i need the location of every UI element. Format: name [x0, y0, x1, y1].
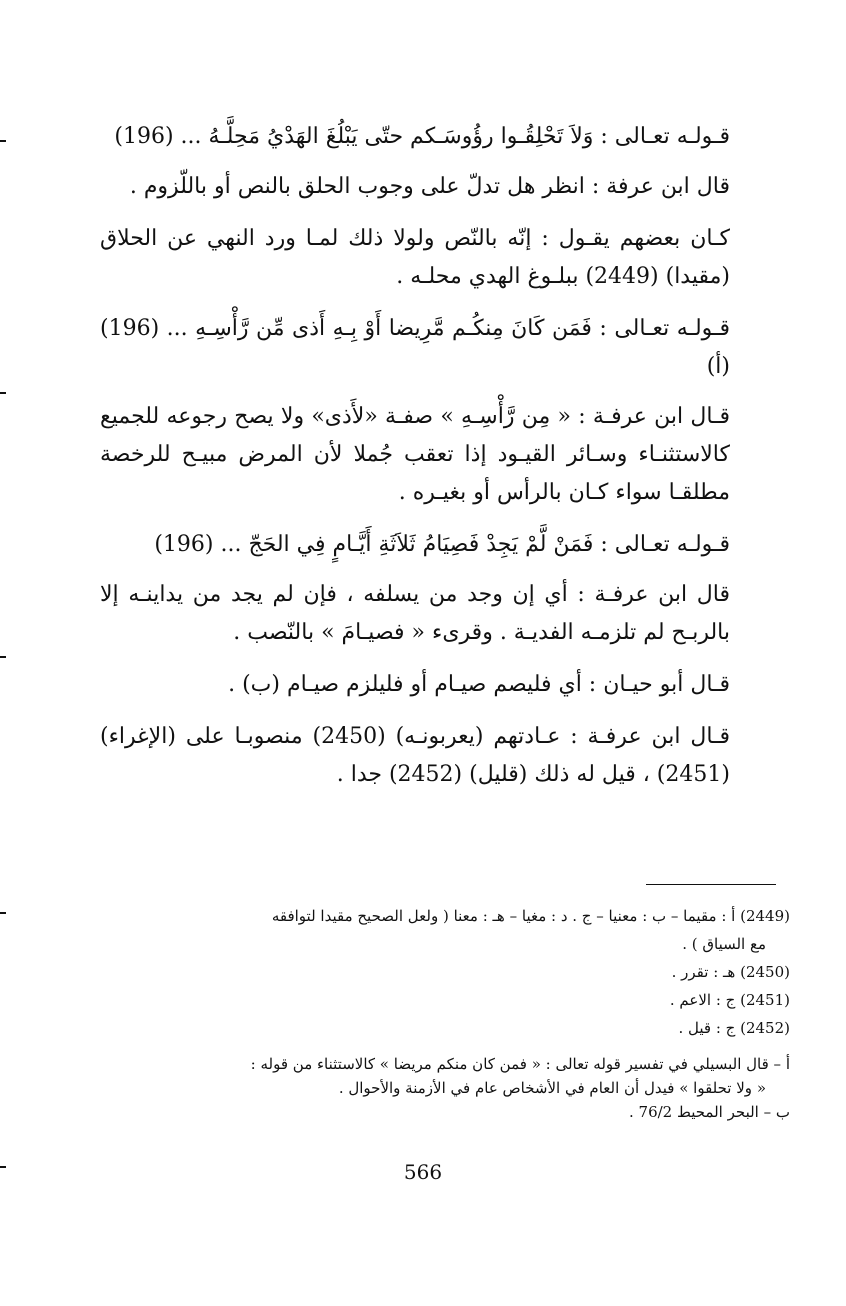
lettered-notes	[100, 1052, 790, 1124]
footnote-line: (2452) ج : قيل .	[678, 1019, 790, 1037]
commentary-paragraph: قـال ابن عرفـة : عـادتهم (يعربونـه) (2450) منصوبـا على (الإغراء) (2451) ، قيل له ذلك (قليل) (2452) جدا .	[100, 724, 730, 787]
footnote-separator	[646, 884, 776, 885]
verse-paragraph: قـولـه تعـالى : فَمَن كَانَ مِنكُـم مَّرِيضا أَوْ بِـهِ أَذى مِّن رَّأْسِـهِ ... (196) (أ)	[100, 316, 730, 379]
commentary-paragraph: قـال أبو حيـان : أي فليصم صيـام أو فليلزم صيـام (ب) .	[228, 672, 730, 697]
footnote-line: (2449) أ : مقيما – ب : معنيا – ج . د : مغيا – هـ : معنا ( ولعل الصحيح مقيدا لتوافقه	[271, 907, 790, 925]
margin-mark	[0, 392, 6, 394]
footnote-line: (2450) هـ : تقرر .	[671, 963, 790, 981]
footnotes	[100, 902, 790, 1124]
verse-paragraph: قـولـه تعـالى : فَمَنْ لَّمْ يَجِدْ فَصِيَامُ ثَلاَثَةِ أَيَّـامٍ فِي الحَجّ ... (196)	[154, 532, 730, 557]
commentary-paragraph: قال ابن عرفـة : أي إن وجد من يسلفه ، فإن لم يجد من يداينـه إلا بالربـح لم تلزمـه الفديـة . وقرىء « فصيـامَ » بالنّصب .	[100, 582, 730, 645]
commentary-paragraph: كـان بعضهم يقـول : إنّه بالنّص ولولا ذلك لمـا ورد النهي عن الحلاق (مقيدا) (2449) ببلـوغ الهدي محلـه .	[100, 226, 730, 289]
margin-mark	[0, 140, 6, 142]
commentary-paragraph: قـال ابن عرفـة : « مِن رَّأْسِـهِ » صفـة «لأَذى» ولا يصح رجوعه للجميع كالاستثنـاء وسـائر القيـود إذا تعقب جُملا لأن المرض مبيـح للرخصة مطلقـا سواء كـان بالرأس أو بغيـره .	[100, 404, 730, 505]
lettered-note-line: « ولا تحلقوا » فيدل أن العام في الأشخاص عام في الأزمنة والأحوال .	[338, 1079, 766, 1097]
footnote-line: مع السياق ) .	[682, 935, 766, 953]
commentary-paragraph: قال ابن عرفة : انظر هل تدلّ على وجوب الحلق بالنص أو باللّزوم .	[129, 174, 730, 199]
margin-mark	[0, 656, 6, 658]
lettered-note-line: أ – قال البسيلي في تفسير قوله تعالى : « فمن كان منكم مريضا » كالاستثناء من قوله :	[250, 1055, 790, 1073]
page-number: 566	[403, 1160, 443, 1184]
verse-paragraph: قـولـه تعـالى : وَلاَ تَحْلِقُـوا رؤُوسَـكم حتّى يَبْلُغَ الهَدْيُ مَحِلَّـهُ ... (196)	[114, 124, 730, 149]
main-text	[100, 118, 730, 808]
margin-mark	[0, 912, 6, 914]
footnote-line: (2451) ج : الاعم .	[669, 991, 790, 1009]
lettered-note-line: ب – البحر المحيط 76/2 .	[628, 1103, 790, 1121]
